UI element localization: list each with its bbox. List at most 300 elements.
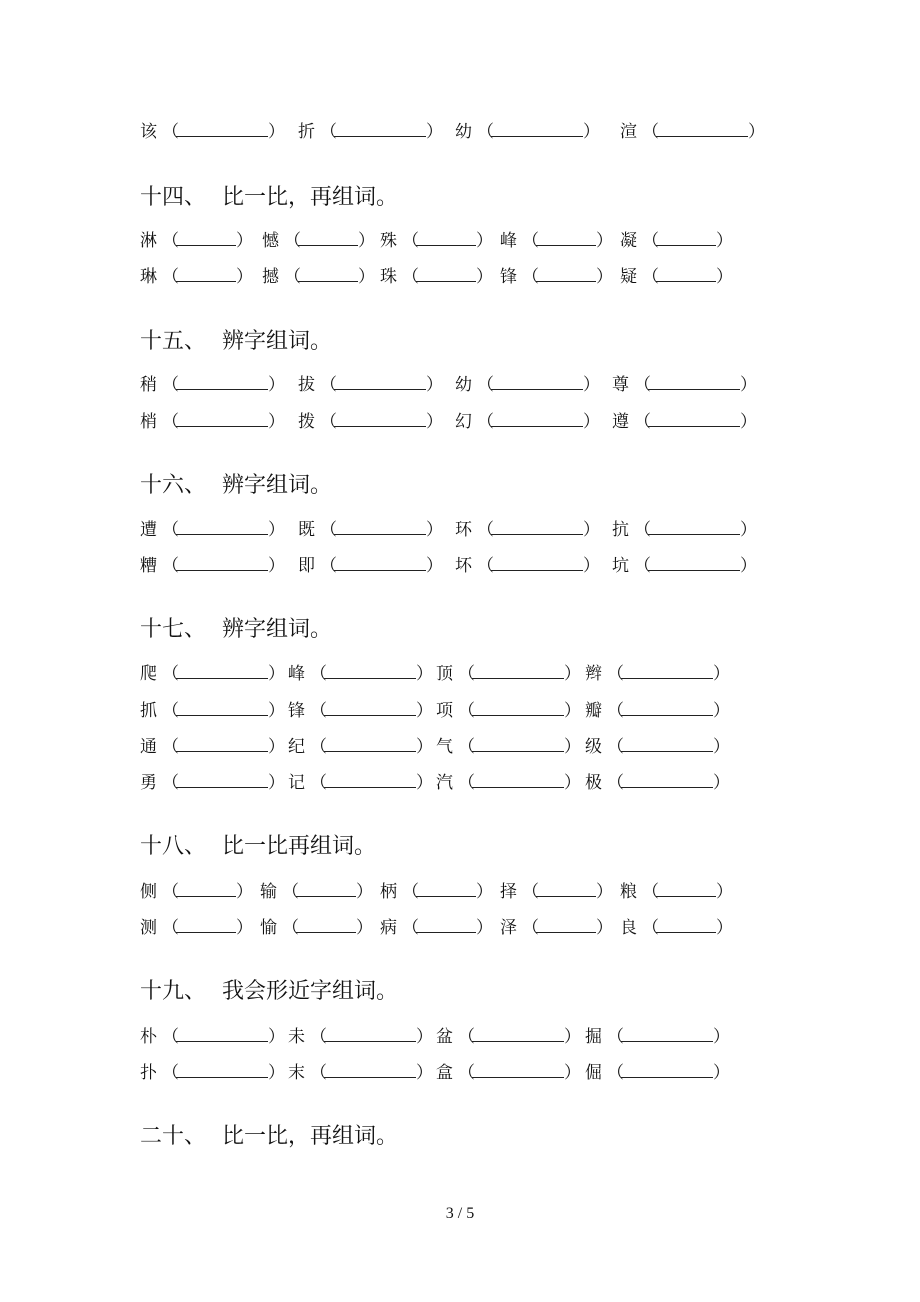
character: 渲 <box>620 121 637 142</box>
answer-blank[interactable] <box>324 773 416 788</box>
answer-blank[interactable] <box>621 701 713 716</box>
character: 即 <box>298 555 315 576</box>
word-item <box>436 658 581 684</box>
character: 侧 <box>140 881 157 902</box>
answer-blank[interactable] <box>176 664 268 679</box>
character: 琳 <box>140 266 157 287</box>
word-item <box>288 658 433 684</box>
open-paren: （ <box>320 121 337 142</box>
answer-blank[interactable] <box>536 231 596 246</box>
close-paren: ） <box>416 663 433 684</box>
character: 坏 <box>455 555 472 576</box>
open-paren: （ <box>477 519 494 540</box>
open-paren: （ <box>458 736 475 757</box>
word-item <box>140 261 253 287</box>
word-row <box>0 1021 920 1047</box>
close-paren: ） <box>268 772 285 793</box>
word-item <box>620 876 733 902</box>
section-title: 比一比再组词。 <box>222 834 377 859</box>
open-paren: （ <box>310 1062 327 1083</box>
word-item <box>260 876 373 902</box>
answer-blank[interactable] <box>296 918 356 933</box>
character: 输 <box>260 881 277 902</box>
close-paren: ） <box>426 519 443 540</box>
section-heading <box>140 470 332 502</box>
answer-blank[interactable] <box>536 918 596 933</box>
open-paren: （ <box>162 917 179 938</box>
answer-blank[interactable] <box>334 375 426 390</box>
answer-blank[interactable] <box>472 664 564 679</box>
open-paren: （ <box>162 374 179 395</box>
word-row <box>0 912 920 938</box>
close-paren: ） <box>596 230 613 251</box>
word-item <box>455 550 600 576</box>
open-paren: （ <box>162 230 179 251</box>
word-row <box>0 876 920 902</box>
answer-blank[interactable] <box>334 520 426 535</box>
section-heading <box>140 614 332 646</box>
character: 环 <box>455 519 472 540</box>
answer-blank[interactable] <box>648 556 740 571</box>
character: 遭 <box>140 519 157 540</box>
word-item <box>436 1057 581 1083</box>
close-paren: ） <box>416 736 433 757</box>
character: 愉 <box>260 917 277 938</box>
word-item <box>380 225 493 251</box>
close-paren: ） <box>416 1062 433 1083</box>
section-number: 十七、 <box>140 617 207 642</box>
section-number: 十六、 <box>140 473 207 498</box>
character: 梢 <box>140 411 157 432</box>
open-paren: （ <box>634 519 651 540</box>
answer-blank[interactable] <box>324 701 416 716</box>
open-paren: （ <box>310 663 327 684</box>
answer-blank[interactable] <box>621 1027 713 1042</box>
character: 抗 <box>612 519 629 540</box>
open-paren: （ <box>607 663 624 684</box>
answer-blank[interactable] <box>621 664 713 679</box>
word-item <box>380 912 493 938</box>
character: 记 <box>288 772 305 793</box>
close-paren: ） <box>596 881 613 902</box>
word-item <box>140 550 285 576</box>
open-paren: （ <box>477 555 494 576</box>
character: 锋 <box>500 266 517 287</box>
word-item <box>620 912 733 938</box>
answer-blank[interactable] <box>656 882 716 897</box>
close-paren: ） <box>583 555 600 576</box>
character: 病 <box>380 917 397 938</box>
word-item <box>436 731 581 757</box>
answer-blank[interactable] <box>176 773 268 788</box>
word-item <box>436 767 581 793</box>
open-paren: （ <box>162 663 179 684</box>
section-number: 十八、 <box>140 834 207 859</box>
answer-blank[interactable] <box>656 122 748 137</box>
character: 淋 <box>140 230 157 251</box>
close-paren: ） <box>564 736 581 757</box>
word-item <box>500 225 613 251</box>
word-item <box>455 369 600 395</box>
answer-blank[interactable] <box>416 918 476 933</box>
open-paren: （ <box>607 1026 624 1047</box>
answer-blank[interactable] <box>416 882 476 897</box>
answer-blank[interactable] <box>324 664 416 679</box>
answer-blank[interactable] <box>656 267 716 282</box>
word-item <box>500 261 613 287</box>
answer-blank[interactable] <box>176 1027 268 1042</box>
word-item <box>585 1021 730 1047</box>
close-paren: ） <box>713 700 730 721</box>
open-paren: （ <box>477 121 494 142</box>
answer-blank[interactable] <box>472 737 564 752</box>
answer-blank[interactable] <box>416 267 476 282</box>
word-item <box>140 912 253 938</box>
section-title: 比一比，再组词。 <box>222 185 399 210</box>
open-paren: （ <box>402 266 419 287</box>
open-paren: （ <box>634 374 651 395</box>
word-row <box>0 225 920 251</box>
open-paren: （ <box>607 700 624 721</box>
word-item <box>620 225 733 251</box>
answer-blank[interactable] <box>621 773 713 788</box>
word-item <box>612 514 757 540</box>
answer-blank[interactable] <box>472 1027 564 1042</box>
word-item <box>288 1021 433 1047</box>
answer-blank[interactable] <box>176 375 268 390</box>
character: 锋 <box>288 700 305 721</box>
word-item <box>298 406 443 432</box>
answer-blank[interactable] <box>621 1063 713 1078</box>
section-title: 辨字组词。 <box>222 473 333 498</box>
close-paren: ） <box>426 555 443 576</box>
character: 纪 <box>288 736 305 757</box>
word-row <box>0 1057 920 1083</box>
answer-blank[interactable] <box>491 556 583 571</box>
word-item <box>585 658 730 684</box>
answer-blank[interactable] <box>176 556 268 571</box>
open-paren: （ <box>522 917 539 938</box>
answer-blank[interactable] <box>416 231 476 246</box>
close-paren: ） <box>583 374 600 395</box>
top-word-row <box>0 116 920 142</box>
open-paren: （ <box>282 881 299 902</box>
word-item <box>585 695 730 721</box>
open-paren: （ <box>607 772 624 793</box>
character: 柄 <box>380 881 397 902</box>
answer-blank[interactable] <box>334 122 426 137</box>
open-paren: （ <box>162 1026 179 1047</box>
word-row <box>0 658 920 684</box>
answer-blank[interactable] <box>176 520 268 535</box>
word-row <box>0 767 920 793</box>
word-row <box>0 514 920 540</box>
character: 泽 <box>500 917 517 938</box>
open-paren: （ <box>607 1062 624 1083</box>
section-title: 辨字组词。 <box>222 329 333 354</box>
open-paren: （ <box>642 881 659 902</box>
character: 幼 <box>455 374 472 395</box>
word-item <box>455 514 600 540</box>
close-paren: ） <box>358 230 375 251</box>
word-row <box>0 550 920 576</box>
character: 测 <box>140 917 157 938</box>
character: 撼 <box>262 266 279 287</box>
open-paren: （ <box>320 374 337 395</box>
character: 糟 <box>140 555 157 576</box>
open-paren: （ <box>282 917 299 938</box>
close-paren: ） <box>426 411 443 432</box>
character: 盒 <box>436 1062 453 1083</box>
close-paren: ） <box>236 917 253 938</box>
close-paren: ） <box>740 411 757 432</box>
answer-blank[interactable] <box>648 412 740 427</box>
close-paren: ） <box>236 230 253 251</box>
close-paren: ） <box>716 230 733 251</box>
answer-blank[interactable] <box>621 737 713 752</box>
answer-blank[interactable] <box>472 773 564 788</box>
word-row <box>0 731 920 757</box>
close-paren: ） <box>268 519 285 540</box>
close-paren: ） <box>713 1062 730 1083</box>
open-paren: （ <box>162 266 179 287</box>
character: 折 <box>298 121 315 142</box>
character: 既 <box>298 519 315 540</box>
open-paren: （ <box>320 519 337 540</box>
character: 末 <box>288 1062 305 1083</box>
answer-blank[interactable] <box>176 122 268 137</box>
close-paren: ） <box>236 881 253 902</box>
open-paren: （ <box>402 230 419 251</box>
open-paren: （ <box>458 772 475 793</box>
open-paren: （ <box>162 772 179 793</box>
answer-blank[interactable] <box>176 701 268 716</box>
close-paren: ） <box>564 772 581 793</box>
character: 稍 <box>140 374 157 395</box>
character: 殊 <box>380 230 397 251</box>
answer-blank[interactable] <box>176 918 236 933</box>
open-paren: （ <box>522 266 539 287</box>
answer-blank[interactable] <box>656 918 716 933</box>
section-number: 十四、 <box>140 185 207 210</box>
character: 未 <box>288 1026 305 1047</box>
answer-blank[interactable] <box>176 412 268 427</box>
close-paren: ） <box>583 121 600 142</box>
section-number: 十五、 <box>140 329 207 354</box>
answer-blank[interactable] <box>536 267 596 282</box>
word-item <box>585 767 730 793</box>
character: 倔 <box>585 1062 602 1083</box>
character: 瓣 <box>585 700 602 721</box>
open-paren: （ <box>607 736 624 757</box>
word-item <box>500 912 613 938</box>
answer-blank[interactable] <box>648 375 740 390</box>
section-heading <box>140 1121 398 1153</box>
character: 凝 <box>620 230 637 251</box>
character: 朴 <box>140 1026 157 1047</box>
close-paren: ） <box>596 917 613 938</box>
close-paren: ） <box>236 266 253 287</box>
character: 拨 <box>298 411 315 432</box>
answer-blank[interactable] <box>176 231 236 246</box>
section-heading <box>140 182 398 214</box>
open-paren: （ <box>284 230 301 251</box>
answer-blank[interactable] <box>491 412 583 427</box>
character: 疑 <box>620 266 637 287</box>
close-paren: ） <box>268 374 285 395</box>
character: 顶 <box>436 663 453 684</box>
close-paren: ） <box>740 519 757 540</box>
word-item <box>612 369 757 395</box>
word-item <box>380 261 493 287</box>
answer-blank[interactable] <box>298 231 358 246</box>
character: 级 <box>585 736 602 757</box>
close-paren: ） <box>713 772 730 793</box>
word-item <box>140 406 285 432</box>
word-item <box>140 116 285 142</box>
open-paren: （ <box>522 230 539 251</box>
answer-blank[interactable] <box>472 701 564 716</box>
word-item <box>612 406 757 432</box>
character: 幼 <box>455 121 472 142</box>
answer-blank[interactable] <box>491 375 583 390</box>
open-paren: （ <box>310 700 327 721</box>
close-paren: ） <box>740 555 757 576</box>
character: 勇 <box>140 772 157 793</box>
word-item <box>620 261 733 287</box>
word-item <box>262 225 375 251</box>
word-item <box>298 369 443 395</box>
open-paren: （ <box>477 411 494 432</box>
open-paren: （ <box>162 700 179 721</box>
open-paren: （ <box>162 121 179 142</box>
word-row <box>0 369 920 395</box>
close-paren: ） <box>716 266 733 287</box>
open-paren: （ <box>458 1062 475 1083</box>
close-paren: ） <box>564 1026 581 1047</box>
character: 辫 <box>585 663 602 684</box>
character: 坑 <box>612 555 629 576</box>
open-paren: （ <box>310 736 327 757</box>
character: 择 <box>500 881 517 902</box>
answer-blank[interactable] <box>472 1063 564 1078</box>
answer-blank[interactable] <box>324 737 416 752</box>
answer-blank[interactable] <box>176 1063 268 1078</box>
close-paren: ） <box>268 736 285 757</box>
section-heading <box>140 326 332 358</box>
answer-blank[interactable] <box>176 267 236 282</box>
page-number: 3 / 5 <box>445 1205 475 1222</box>
section-heading <box>140 831 376 863</box>
open-paren: （ <box>642 230 659 251</box>
word-item <box>140 1021 285 1047</box>
close-paren: ） <box>564 663 581 684</box>
close-paren: ） <box>268 1062 285 1083</box>
answer-blank[interactable] <box>324 1063 416 1078</box>
word-item <box>260 912 373 938</box>
character: 珠 <box>380 266 397 287</box>
close-paren: ） <box>426 121 443 142</box>
open-paren: （ <box>477 374 494 395</box>
open-paren: （ <box>162 881 179 902</box>
open-paren: （ <box>162 1062 179 1083</box>
answer-blank[interactable] <box>296 882 356 897</box>
word-item <box>140 369 285 395</box>
character: 汽 <box>436 772 453 793</box>
close-paren: ） <box>740 374 757 395</box>
answer-blank[interactable] <box>334 412 426 427</box>
character: 盆 <box>436 1026 453 1047</box>
answer-blank[interactable] <box>298 267 358 282</box>
section-number: 二十、 <box>140 1124 207 1149</box>
close-paren: ） <box>268 1026 285 1047</box>
answer-blank[interactable] <box>176 737 268 752</box>
open-paren: （ <box>402 881 419 902</box>
close-paren: ） <box>583 519 600 540</box>
answer-blank[interactable] <box>656 231 716 246</box>
word-item <box>140 225 253 251</box>
character: 抓 <box>140 700 157 721</box>
word-item <box>288 695 433 721</box>
word-item <box>288 1057 433 1083</box>
word-item <box>436 695 581 721</box>
close-paren: ） <box>356 917 373 938</box>
word-item <box>612 550 757 576</box>
character: 良 <box>620 917 637 938</box>
close-paren: ） <box>476 881 493 902</box>
word-item <box>288 767 433 793</box>
word-row <box>0 261 920 287</box>
section-title: 我会形近字组词。 <box>222 979 399 1004</box>
close-paren: ） <box>416 1026 433 1047</box>
close-paren: ） <box>476 266 493 287</box>
answer-blank[interactable] <box>648 520 740 535</box>
word-item <box>140 514 285 540</box>
open-paren: （ <box>284 266 301 287</box>
answer-blank[interactable] <box>491 520 583 535</box>
open-paren: （ <box>458 700 475 721</box>
character: 拔 <box>298 374 315 395</box>
word-item <box>140 767 285 793</box>
close-paren: ） <box>268 555 285 576</box>
open-paren: （ <box>320 555 337 576</box>
open-paren: （ <box>310 1026 327 1047</box>
section-title: 比一比，再组词。 <box>222 1124 399 1149</box>
answer-blank[interactable] <box>536 882 596 897</box>
open-paren: （ <box>642 121 659 142</box>
answer-blank[interactable] <box>324 1027 416 1042</box>
close-paren: ） <box>713 663 730 684</box>
word-item <box>298 550 443 576</box>
word-item <box>620 116 765 142</box>
word-item <box>140 876 253 902</box>
close-paren: ） <box>716 917 733 938</box>
character: 尊 <box>612 374 629 395</box>
open-paren: （ <box>634 555 651 576</box>
word-item <box>500 876 613 902</box>
close-paren: ） <box>268 411 285 432</box>
open-paren: （ <box>162 519 179 540</box>
close-paren: ） <box>713 1026 730 1047</box>
open-paren: （ <box>642 917 659 938</box>
answer-blank[interactable] <box>491 122 583 137</box>
open-paren: （ <box>642 266 659 287</box>
open-paren: （ <box>458 1026 475 1047</box>
answer-blank[interactable] <box>176 882 236 897</box>
character: 通 <box>140 736 157 757</box>
character: 幻 <box>455 411 472 432</box>
answer-blank[interactable] <box>334 556 426 571</box>
